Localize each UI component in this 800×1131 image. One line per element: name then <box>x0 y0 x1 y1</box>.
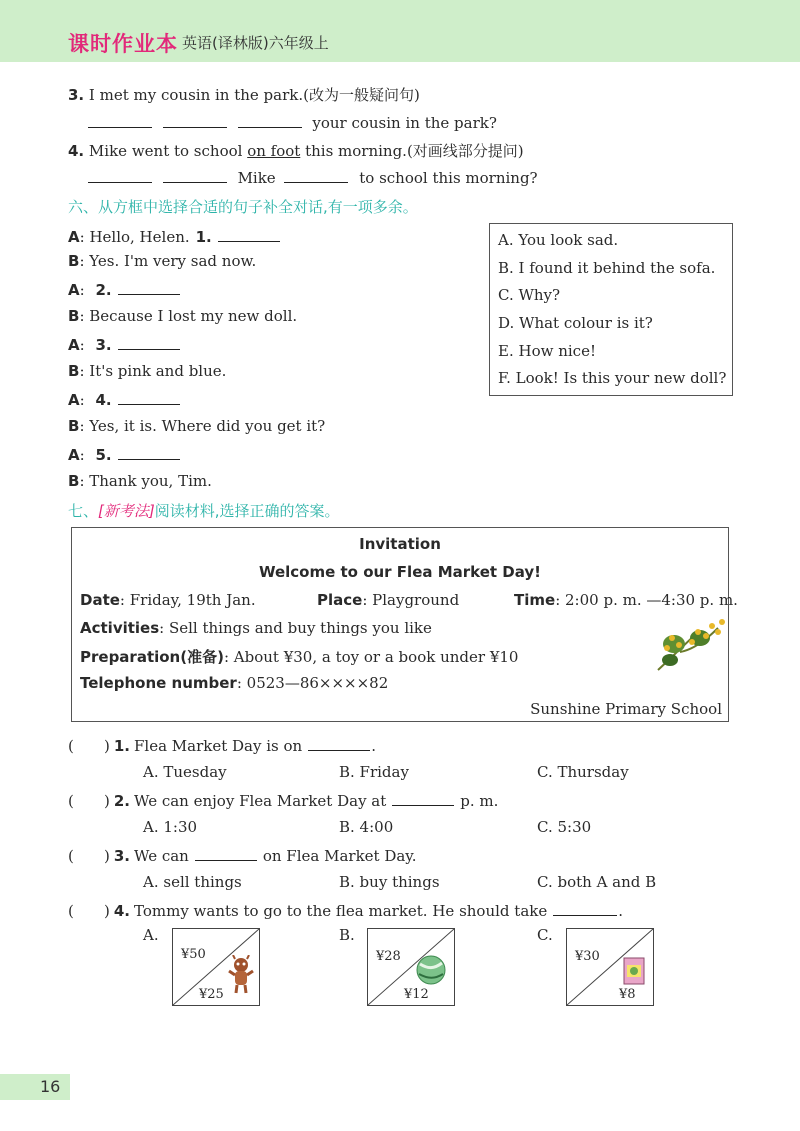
invitation-subtitle: Welcome to our Flea Market Day! <box>258 563 542 581</box>
speaker-label: A <box>68 391 80 409</box>
section-6-heading: 六、从方框中选择合适的句子补全对话,有一项多余。 <box>68 198 418 216</box>
answer-blank[interactable] <box>118 335 180 350</box>
toy-monster-icon <box>227 955 255 995</box>
blank-number: 3. <box>95 336 112 354</box>
answer-blank[interactable] <box>238 113 302 128</box>
option-e: E. How nice! <box>498 342 596 360</box>
dialogue-text: Yes. I'm very sad now. <box>89 252 257 270</box>
dialogue-line: A: 3. <box>68 335 180 354</box>
answer-blank[interactable] <box>284 168 348 183</box>
book-icon <box>623 957 645 985</box>
choice-option[interactable]: A. <box>143 926 159 944</box>
question-text: Flea Market Day is on <box>134 737 303 755</box>
answer-blank[interactable] <box>88 168 152 183</box>
blank-number: 5. <box>95 446 112 464</box>
answer-parenthesis[interactable]: ( <box>68 792 74 810</box>
invitation-activities: Activities: Sell things and buy things you like <box>80 619 432 637</box>
invitation-signature: Sunshine Primary School <box>530 700 722 718</box>
original-price: ¥50 <box>181 947 206 962</box>
speaker-label: A <box>68 228 80 246</box>
question-5-4: 4. Mike went to school on foot this morning.(对画线部分提问) <box>68 142 524 160</box>
question-number: 2. <box>113 792 130 810</box>
answer-blank[interactable] <box>118 445 180 460</box>
answer-line-5-4: Mike to school this morning? <box>88 168 538 187</box>
dialogue-line: A: 2. <box>68 280 180 299</box>
speaker-label: B <box>68 362 80 380</box>
blank-number: 1. <box>195 228 212 246</box>
question-text-tail: on Flea Market Day. <box>262 847 417 865</box>
dialogue-line: A: 5. <box>68 445 180 464</box>
answer-blank[interactable] <box>553 901 617 916</box>
answer-blank[interactable] <box>163 168 227 183</box>
speaker-label: A <box>68 446 80 464</box>
price-box-b <box>367 928 455 1006</box>
speaker-label: B <box>68 417 80 435</box>
dialogue-text: It's pink and blue. <box>89 362 227 380</box>
question-7-4: ( ) 4. Tommy wants to go to the flea market. He should take . <box>68 902 624 920</box>
question-number: 3. <box>113 847 130 865</box>
price-box-c <box>566 928 654 1006</box>
dialogue-line: A: 4. <box>68 390 180 409</box>
book-subtitle: 英语(译林版)六年级上 <box>182 34 329 52</box>
invitation-title: Invitation <box>359 535 441 553</box>
sale-price: ¥12 <box>404 987 429 1002</box>
new-format-tag: [新考法] <box>98 502 155 520</box>
option-c: C. Why? <box>498 286 561 304</box>
question-text-tail: . <box>371 737 376 755</box>
speaker-label: B <box>68 472 80 490</box>
question-7-2: ( ) 2. We can enjoy Flea Market Day at p. m. <box>68 792 499 810</box>
dialogue-line: B: Yes, it is. Where did you get it? <box>68 417 326 435</box>
choice-option[interactable]: A. Tuesday <box>143 763 227 781</box>
invitation-telephone: Telephone number: 0523—86××××82 <box>80 674 389 692</box>
dialogue-line: A: Hello, Helen. 1. <box>68 227 280 246</box>
answer-parenthesis[interactable]: ( <box>68 847 74 865</box>
dialogue-line: B: Thank you, Tim. <box>68 472 212 490</box>
question-7-3: ( ) 3. We can on Flea Market Day. <box>68 847 417 865</box>
dialogue-text: Hello, Helen. <box>89 228 190 246</box>
answer-blank[interactable] <box>118 390 180 405</box>
option-f: F. Look! Is this your new doll? <box>498 369 727 387</box>
choice-option[interactable]: B. <box>339 926 355 944</box>
speaker-label: B <box>68 252 80 270</box>
answer-blank[interactable] <box>308 736 370 751</box>
question-7-1: ( ) 1. Flea Market Day is on . <box>68 737 376 755</box>
answer-parenthesis[interactable]: ( <box>68 902 74 920</box>
question-text-tail: . <box>618 902 624 920</box>
speaker-label: B <box>68 307 80 325</box>
choice-option[interactable]: C. 5:30 <box>537 818 592 836</box>
sale-price: ¥8 <box>619 987 636 1002</box>
answer-blank[interactable] <box>88 113 152 128</box>
dialogue-text: Because I lost my new doll. <box>89 307 298 325</box>
section-7-heading: 七、[新考法]阅读材料,选择正确的答案。 <box>68 502 340 520</box>
choice-option[interactable]: C. Thursday <box>537 763 629 781</box>
blank-number: 2. <box>95 281 112 299</box>
speaker-label: A <box>68 281 80 299</box>
invitation-date: Date: Friday, 19th Jan. <box>80 591 256 609</box>
question-number: 1. <box>113 737 130 755</box>
answer-blank[interactable] <box>392 791 454 806</box>
question-text: Tommy wants to go to the flea market. He should take <box>134 902 548 920</box>
dialogue-text: Yes, it is. Where did you get it? <box>89 417 326 435</box>
answer-line-5-3: your cousin in the park? <box>88 113 497 132</box>
choice-option[interactable]: A. sell things <box>143 873 242 891</box>
answer-blank[interactable] <box>163 113 227 128</box>
option-a: A. You look sad. <box>498 231 619 249</box>
option-b: B. I found it behind the sofa. <box>498 259 716 277</box>
answer-parenthesis[interactable]: ( <box>68 737 74 755</box>
choice-option[interactable]: B. Friday <box>339 763 409 781</box>
dialogue-line: B: Because I lost my new doll. <box>68 307 298 325</box>
page-number: 16 <box>0 1074 70 1100</box>
question-text: We can enjoy Flea Market Day at <box>134 792 387 810</box>
choice-option[interactable]: B. 4:00 <box>339 818 394 836</box>
invitation-preparation: Preparation(准备): About ¥30, a toy or a book under ¥10 <box>80 648 519 666</box>
choice-option[interactable]: C. both A and B <box>537 873 657 891</box>
answer-blank[interactable] <box>195 846 257 861</box>
price-box-a <box>172 928 260 1006</box>
question-text-tail: p. m. <box>460 792 499 810</box>
underlined-phrase: on foot <box>247 142 301 160</box>
question-number: 4. <box>113 902 130 920</box>
choice-option[interactable]: A. 1:30 <box>143 818 198 836</box>
dialogue-text: Thank you, Tim. <box>89 472 212 490</box>
book-title: 课时作业本 <box>68 32 178 56</box>
answer-blank[interactable] <box>218 227 280 242</box>
option-d: D. What colour is it? <box>498 314 653 332</box>
blank-number: 4. <box>95 391 112 409</box>
invitation-place: Place: Playground <box>317 591 460 609</box>
flower-illustration <box>652 612 728 676</box>
invitation-time: Time: 2:00 p. m. —4:30 p. m. <box>514 591 738 609</box>
choice-option[interactable]: C. <box>537 926 553 944</box>
dialogue-line: B: It's pink and blue. <box>68 362 227 380</box>
speaker-label: A <box>68 336 80 354</box>
question-5-3: 3. I met my cousin in the park.(改为一般疑问句) <box>68 86 420 104</box>
choice-option[interactable]: B. buy things <box>339 873 440 891</box>
dialogue-line: B: Yes. I'm very sad now. <box>68 252 257 270</box>
invitation-box <box>71 527 738 722</box>
original-price: ¥30 <box>575 949 600 964</box>
options-box <box>489 223 733 396</box>
question-text: We can <box>134 847 189 865</box>
answer-blank[interactable] <box>118 280 180 295</box>
original-price: ¥28 <box>376 949 401 964</box>
sale-price: ¥25 <box>199 987 224 1002</box>
ball-icon <box>416 955 446 985</box>
